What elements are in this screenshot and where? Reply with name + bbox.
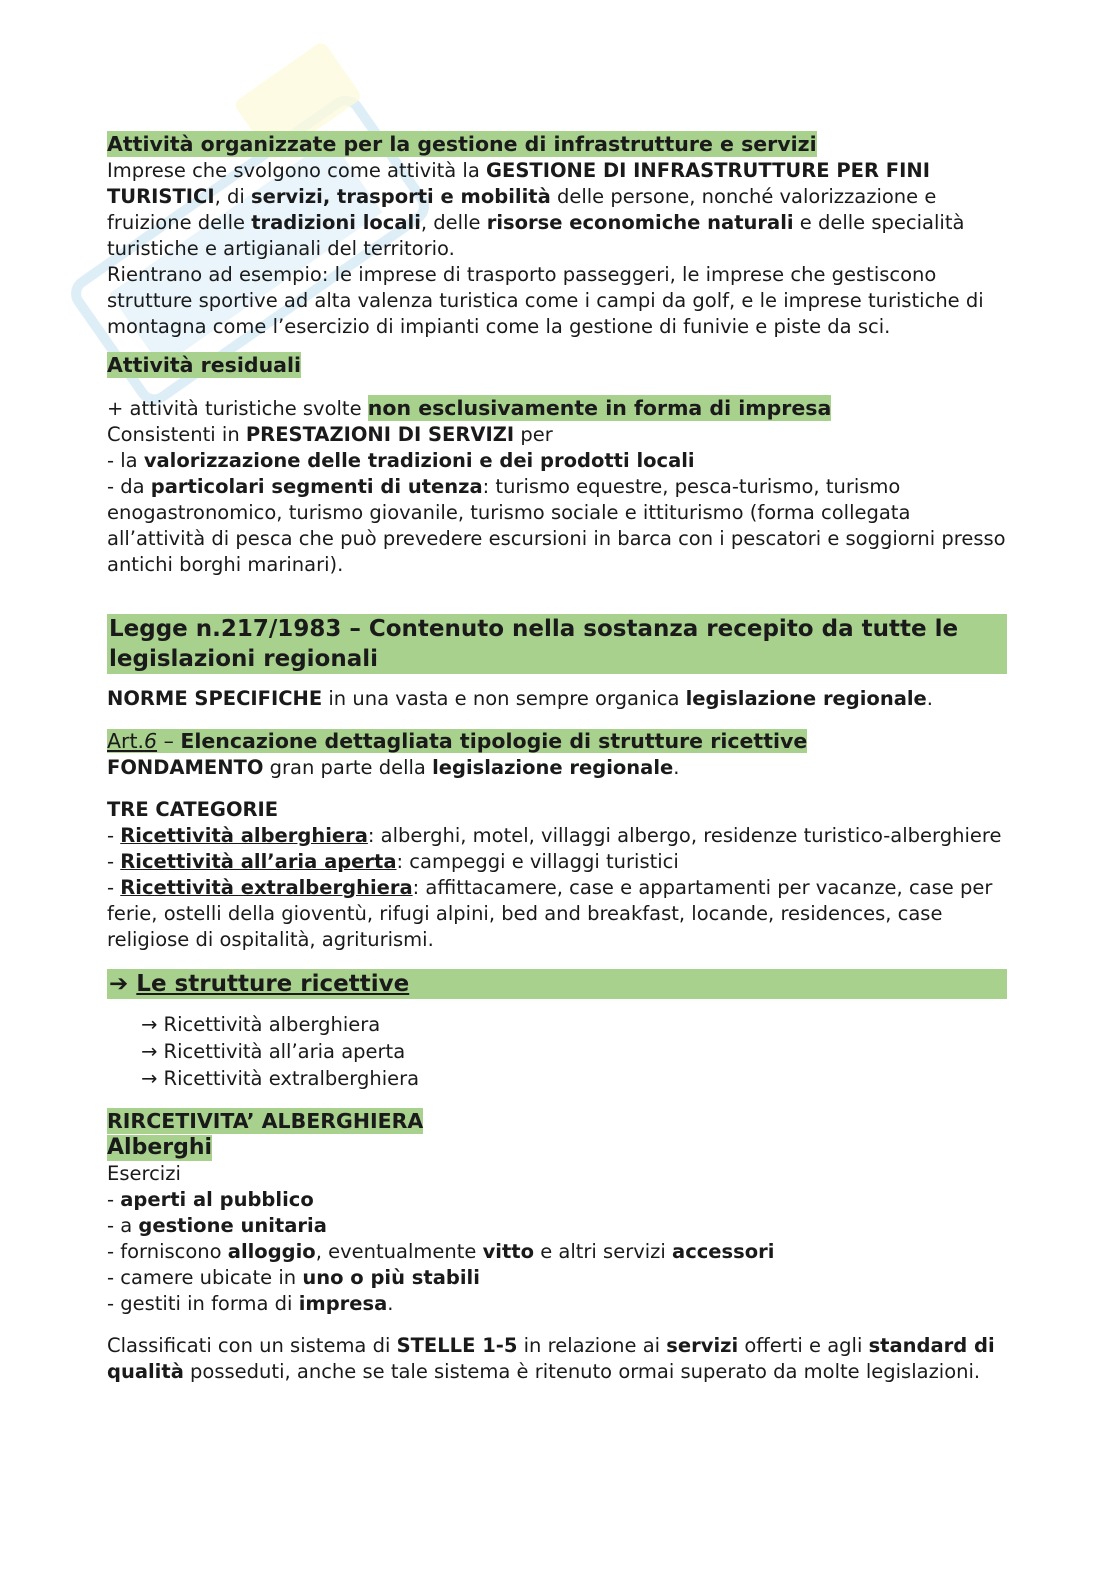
list-item: - Ricettività alberghiera: alberghi, motel, villaggi albergo, residenze turistico-alberghiere (107, 824, 1002, 847)
list-item: - Ricettività all’aria aperta: campeggi e villaggi turistici (107, 850, 679, 873)
section-infrastructures (107, 131, 1007, 340)
list-item: → Ricettività alberghiera (141, 1013, 381, 1036)
section-structures (107, 969, 1007, 1092)
list-item: - da particolari segmenti di utenza: turismo equestre, pesca-turismo, turismo enogastronomico, turismo giovanile, turismo sociale e ittiturismo (forma collegata all’attività di pesca che può prevedere escursioni in barca con i pescatori e soggiorni presso antichi borghi marinari). (107, 475, 1006, 576)
paragraph: NORME SPECIFICHE in una vasta e non sempre organica legislazione regionale. (107, 687, 933, 710)
section-heading-band (107, 969, 1007, 999)
list-item: - aperti al pubblico (107, 1188, 314, 1211)
list-item: - Ricettività extralberghiera: affittacamere, case e appartamenti per vacanze, case per ferie, ostelli della gioventù, rifugi alpini, bed and breakfast, locande, residences, case religiose di ospitalità, agriturismi. (107, 876, 993, 951)
structures-list (107, 1011, 1007, 1092)
list-item: → Ricettività all’aria aperta (141, 1040, 406, 1063)
section-title: Attività residuali (107, 353, 302, 377)
document-page (107, 131, 1007, 1385)
paragraph: Imprese che svolgono come attività la GESTIONE DI INFRASTRUTTURE PER FINI TURISTICI, di servizi, trasporti e mobilità delle persone, nonché valorizzazione e fruizione delle tradizioni locali, delle risorse economiche naturali e delle specialità turistiche e artigianali del territorio. (107, 159, 965, 260)
section-hotels (107, 1108, 1007, 1385)
article-heading: Art.6 – Elencazione dettagliata tipologie di strutture ricettive (107, 729, 808, 753)
list-item: - forniscono alloggio, eventualmente vitto e altri servizi accessori (107, 1240, 775, 1263)
paragraph: Consistenti in PRESTAZIONI DI SERVIZI per (107, 423, 553, 446)
list-item: - camere ubicate in uno o più stabili (107, 1266, 480, 1289)
list-item: - a gestione unitaria (107, 1214, 327, 1237)
paragraph: Rientrano ad esempio: le imprese di trasporto passeggeri, le imprese che gestiscono strutture sportive ad alta valenza turistica come i campi da golf, e le imprese turistiche di montagna come l’esercizio di impianti come la gestione di funivie e piste da sci. (107, 263, 984, 338)
section-heading-band: Legge n.217/1983 – Contenuto nella sostanza recepito da tutte le legislazioni regionali (107, 614, 1007, 674)
section-law (107, 614, 1007, 953)
section-title: RIRCETIVITA’ ALBERGHIERA (107, 1109, 424, 1133)
section-title: Le strutture ricettive (136, 971, 410, 997)
arrow-right-icon: ➔ (109, 971, 129, 997)
list-item: → Ricettività extralberghiera (141, 1067, 420, 1090)
arrow-right-icon: → (141, 1067, 158, 1090)
arrow-right-icon: → (141, 1013, 158, 1036)
paragraph: Classificati con un sistema di STELLE 1-5 in relazione ai servizi offerti e agli standard di qualità posseduti, anche se tale sistema è ritenuto ormai superato da molte legislazioni. (107, 1334, 995, 1383)
categories-heading: TRE CATEGORIE (107, 798, 279, 821)
list-item: - la valorizzazione delle tradizioni e dei prodotti locali (107, 449, 695, 472)
section-subtitle: Alberghi (107, 1135, 213, 1160)
section-residual (107, 352, 1007, 578)
paragraph: + attività turistiche svolte non esclusivamente in forma di impresa (107, 396, 832, 420)
paragraph: Esercizi (107, 1162, 181, 1185)
list-item: - gestiti in forma di impresa. (107, 1292, 394, 1315)
section-title: Attività organizzate per la gestione di infrastrutture e servizi (107, 132, 817, 156)
arrow-right-icon: → (141, 1040, 158, 1063)
paragraph: FONDAMENTO gran parte della legislazione regionale. (107, 756, 680, 779)
